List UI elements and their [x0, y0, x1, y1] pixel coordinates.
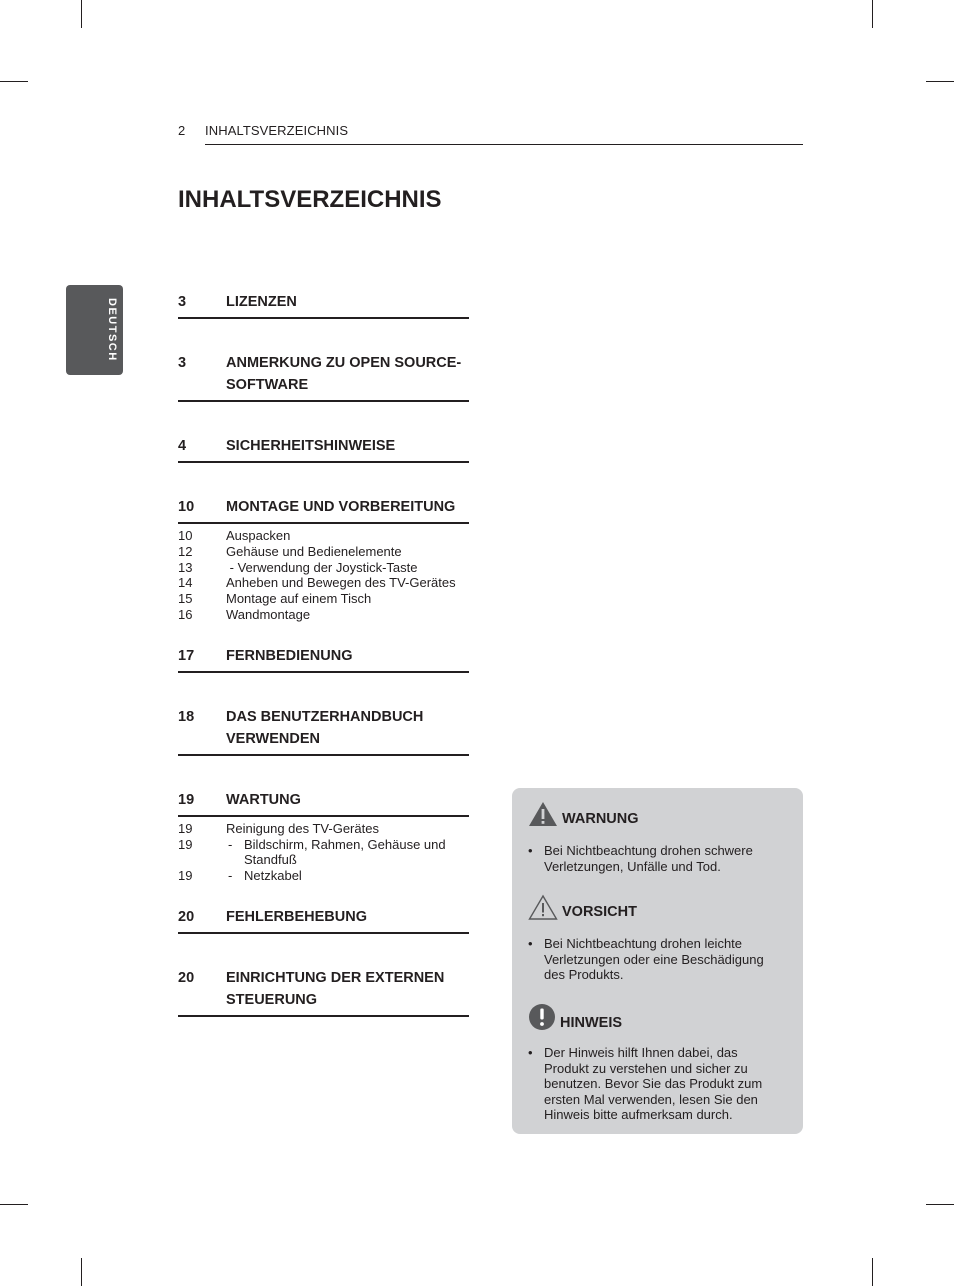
caution-outline-icon	[528, 894, 558, 920]
toc-section-title: LIZENZEN	[226, 294, 297, 310]
toc-section-title: EINRICHTUNG DER EXTERNEN STEUERUNG	[226, 969, 445, 1008]
toc-subitem-title: Gehäuse und Bedienelemente	[226, 543, 402, 559]
toc-section-heading[interactable]	[178, 352, 469, 402]
toc-section	[178, 756, 469, 884]
hinweis-text: Der Hinweis hilft Ihnen dabei, das Produkt zu verstehen und sicher zu benutzen. Bevor Sie das Produkt zum ersten Mal verwenden, lesen Sie den Hinweis bitte aufmerksam durch.	[544, 1045, 763, 1123]
toc-section-page: 17	[178, 647, 195, 664]
toc-subitem[interactable]	[178, 868, 469, 884]
toc-subitem[interactable]	[178, 528, 469, 544]
language-tab	[66, 285, 123, 375]
page-number: 2	[178, 123, 186, 138]
toc-subitem[interactable]	[178, 544, 469, 560]
toc-subitem-page: 13	[178, 559, 193, 575]
toc-section	[178, 463, 469, 623]
toc-section-page: 3	[178, 355, 187, 371]
toc-subitem[interactable]	[178, 560, 469, 576]
toc-subitem[interactable]	[178, 575, 469, 591]
toc-subitem-title: Bildschirm, Rahmen, Gehäuse und Standfuß	[244, 836, 450, 868]
crop-mark	[926, 81, 954, 82]
crop-mark	[0, 81, 28, 82]
crop-mark	[872, 0, 873, 28]
notes-box	[512, 788, 803, 1134]
toc-section-page: 19	[178, 791, 195, 808]
toc-subitem-page: 16	[178, 606, 193, 622]
page-title: INHALTSVERZEICHNIS	[178, 186, 442, 213]
warning-filled-icon	[528, 801, 558, 827]
vorsicht-heading	[528, 894, 637, 920]
warnung-bullet: • Bei Nichtbeachtung drohen schwere Verletzungen, Unfälle und Tod.	[528, 843, 786, 874]
toc-subitem-dash: -	[228, 868, 233, 884]
header-section: INHALTSVERZEICHNIS	[205, 123, 349, 138]
toc-subitem-dash: -	[228, 836, 233, 852]
toc-section-page: 10	[178, 499, 195, 515]
toc-section-heading[interactable]	[178, 789, 469, 817]
toc-subitem-page: 19	[178, 868, 193, 884]
toc-section	[178, 673, 469, 756]
toc-section-heading[interactable]	[178, 967, 469, 1017]
crop-mark	[926, 1204, 954, 1205]
toc-subitem-page: 12	[178, 543, 193, 559]
toc-section	[178, 623, 469, 673]
toc-section	[178, 884, 469, 934]
warnung-heading	[528, 801, 639, 827]
toc-subitems	[178, 528, 469, 623]
table-of-contents	[178, 280, 469, 1017]
vorsicht-text: Bei Nichtbeachtung drohen leichte Verletzungen oder eine Beschädigung des Produkts.	[544, 936, 764, 983]
hinweis-bullet: • Der Hinweis hilft Ihnen dabei, das Produkt zu verstehen und sicher zu benutzen. Bevor Sie das Produkt zum ersten Mal verwenden, lesen Sie den Hinweis bitte aufmerksam durch.	[528, 1045, 786, 1123]
toc-section	[178, 402, 469, 463]
toc-section-title: WARTUNG	[226, 791, 301, 808]
toc-subitems	[178, 821, 469, 884]
crop-mark	[872, 1258, 873, 1286]
warnung-label: WARNUNG	[562, 811, 639, 827]
header-rule	[205, 144, 803, 145]
toc-subitem-title: Auspacken	[226, 528, 291, 543]
toc-section-heading[interactable]	[178, 435, 469, 463]
exclamation-circle-icon	[528, 1003, 556, 1031]
toc-section-page: 18	[178, 708, 195, 725]
warnung-text: Bei Nichtbeachtung drohen schwere Verletzungen, Unfälle und Tod.	[544, 843, 753, 874]
toc-section-heading[interactable]	[178, 496, 469, 524]
crop-mark	[81, 1258, 82, 1286]
toc-section-heading[interactable]	[178, 645, 469, 673]
toc-section-title: FEHLERBEHEBUNG	[226, 908, 367, 925]
toc-subitem[interactable]	[178, 607, 469, 623]
vorsicht-label: VORSICHT	[562, 904, 637, 920]
toc-section-heading[interactable]	[178, 291, 469, 319]
toc-section-page: 4	[178, 438, 187, 454]
toc-section-page: 20	[178, 908, 195, 925]
toc-subitem-title: Netzkabel	[244, 868, 302, 884]
toc-subitem[interactable]	[178, 591, 469, 607]
crop-mark	[0, 1204, 28, 1205]
toc-subitem-title: Anheben und Bewegen des TV-Gerätes	[226, 575, 456, 591]
toc-section	[178, 280, 469, 319]
hinweis-label: HINWEIS	[560, 1015, 623, 1031]
toc-section	[178, 934, 469, 1017]
toc-subitem-page: 14	[178, 575, 193, 591]
toc-subitem-page: 19	[178, 820, 193, 836]
toc-section-title: MONTAGE UND VORBEREITUNG	[226, 499, 456, 515]
toc-subitem[interactable]	[178, 837, 469, 869]
toc-subitem-page: 15	[178, 591, 193, 607]
toc-subitem-title: Reinigung des TV-Gerätes	[226, 820, 379, 836]
vorsicht-bullet: • Bei Nichtbeachtung drohen leichte Verletzungen oder eine Beschädigung des Produkts.	[528, 936, 786, 983]
toc-section-title: DAS BENUTZERHANDBUCH VERWENDEN	[226, 708, 424, 747]
toc-section-heading[interactable]	[178, 706, 469, 756]
running-header	[178, 123, 803, 145]
toc-section-title: ANMERKUNG ZU OPEN SOURCE-SOFTWARE	[226, 355, 462, 393]
toc-section-page: 20	[178, 969, 195, 986]
toc-subitem-page: 19	[178, 836, 193, 852]
toc-section-title: FERNBEDIENUNG	[226, 647, 353, 664]
toc-section	[178, 319, 469, 402]
toc-subitem-title: Wandmontage	[226, 606, 311, 622]
toc-subitem-title: - Verwendung der Joystick-Taste	[226, 559, 418, 575]
crop-mark	[81, 0, 82, 28]
toc-subitem[interactable]	[178, 821, 469, 837]
toc-section-heading[interactable]	[178, 906, 469, 934]
hinweis-heading	[528, 1003, 622, 1031]
toc-section-page: 3	[178, 294, 187, 310]
toc-subitem-page: 10	[178, 528, 193, 543]
language-tab-label: DEUTSCH	[106, 298, 118, 362]
toc-section-title: SICHERHEITSHINWEISE	[226, 438, 396, 454]
toc-subitem-title: Montage auf einem Tisch	[226, 591, 372, 607]
